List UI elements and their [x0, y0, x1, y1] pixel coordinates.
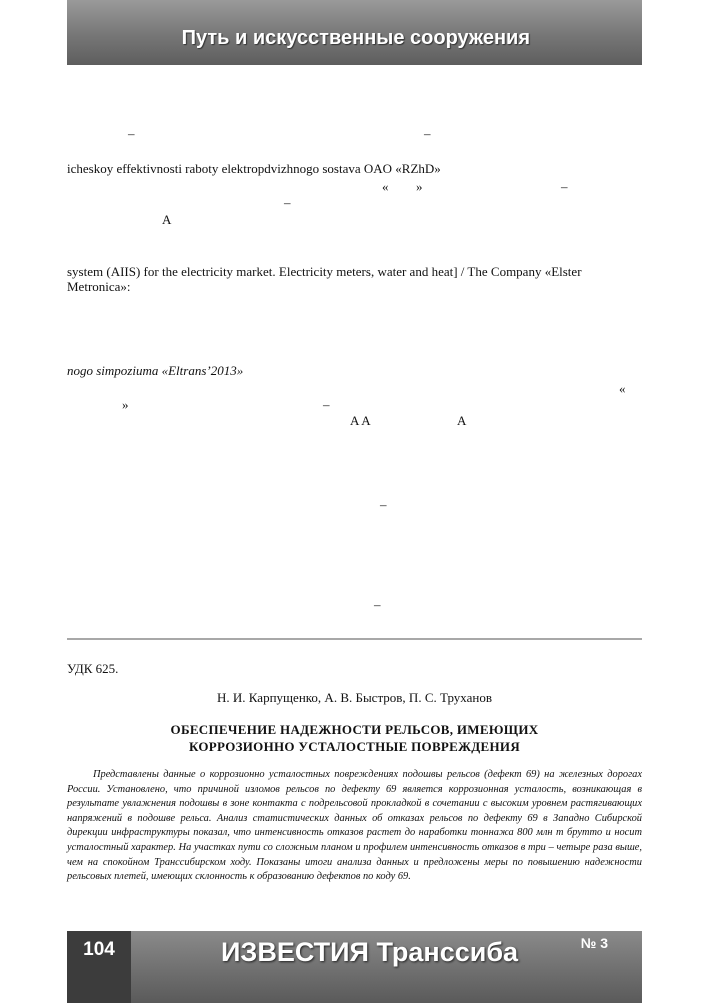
- issue-number: № 3: [580, 935, 608, 951]
- reference-line-metronica: Metronica»:: [67, 279, 131, 294]
- reference-dash: –: [128, 126, 135, 141]
- reference-dash: –: [380, 497, 387, 512]
- page-number-box: [67, 931, 131, 1003]
- section-title: Путь и искусственные сооружения: [181, 27, 530, 49]
- article-authors: Н. И. Карпущенко, А. В. Быстров, П. С. Труханов: [217, 690, 492, 705]
- reference-quote-close: »: [122, 397, 129, 412]
- footer-band: [131, 931, 642, 1003]
- reference-dash: –: [323, 397, 330, 412]
- reference-line-simpozium: nogo simpoziuma «Eltrans’2013»: [67, 363, 244, 378]
- article-title-line: ОБЕСПЕЧЕНИЕ НАДЕЖНОСТИ РЕЛЬСОВ, ИМЕЮЩИХ: [170, 722, 539, 737]
- udk-code: УДК 625.: [67, 661, 119, 676]
- reference-line-aiis: system (AIIS) for the electricity market. Electricity meters, water and heat] / The Company «Elster: [67, 264, 582, 279]
- article-title-line: КОРРОЗИОННО УСТАЛОСТНЫЕ ПОВРЕЖДЕНИЯ: [188, 739, 521, 754]
- page-header: [67, 0, 642, 65]
- page-number: 104: [83, 939, 115, 960]
- reference-quote-open: «: [619, 381, 626, 396]
- article-title: [67, 721, 642, 755]
- reference-dash: –: [424, 126, 431, 141]
- reference-letter: A: [457, 413, 467, 428]
- reference-dash: –: [374, 597, 381, 612]
- reference-letter: A: [162, 212, 172, 227]
- reference-dash: –: [561, 179, 568, 194]
- section-divider: [67, 638, 642, 640]
- reference-line-translit: icheskoy effektivnosti raboty elektropdvizhnogo sostava OAO «RZhD»: [67, 161, 441, 176]
- reference-letters: A A: [350, 413, 371, 428]
- article-abstract: Представлены данные о коррозионно усталостных повреждениях подошвы рельсов (дефект 69) на железных дорогах России. Установлено, что причиной изломов рельсов по дефекту 69 является коррозионная усталость, возникающая в результате увлажнения подошвы в зоне контакта с подрельсовой прокладкой в сочетании с высоким уровнем растягивающих напряжений в подошве рельса. Анализ статистических данных об отказах рельсов по дефекту 69 в Западно Сибирской дирекции инфраструктуры показал, что интенсивность отказов растет до наработки тоннажа 800 млн т брутто и носит усталостный характер. На участках пути со сложным планом и профилем интенсивность отказов в три – четыре раза выше, чем на спокойном Транссибирском ходу. Показаны итоги анализа данных и предложены меры по повышению надежности рельсовых плетей, имеющих склонность к образованию дефектов по коду 69.: [67, 769, 642, 883]
- reference-dash: –: [284, 195, 291, 210]
- reference-quote-open: «: [382, 179, 389, 194]
- reference-quote-close: »: [416, 179, 423, 194]
- journal-title: ИЗВЕСТИЯ Транссиба: [221, 937, 519, 967]
